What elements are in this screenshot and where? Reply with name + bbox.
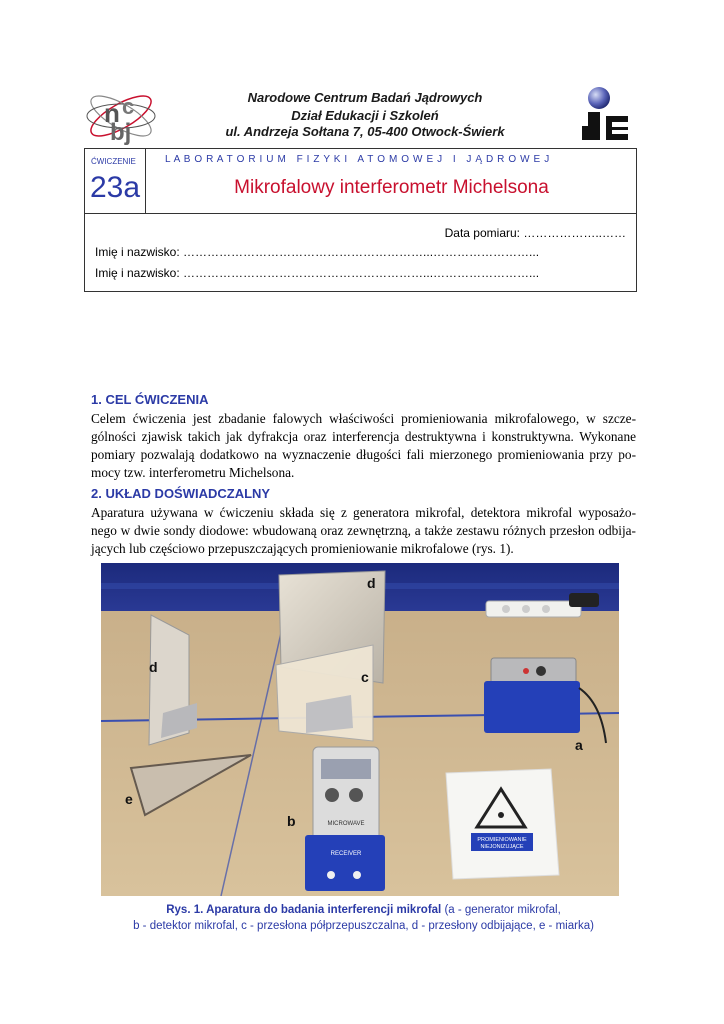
paragraph-line: gólności zjawisk takich jak dyfrakcja oraz interferencja destruktywna i konstruktywna. Wykonane [91,429,636,444]
svg-text:bj: bj [110,119,132,146]
paragraph-line: Celem ćwiczenia jest zbadanie falowych właściwości promieniowania mikrofalowego, w szcze- [91,411,636,426]
measurement-date-field[interactable]: Data pomiaru: ………………..…… [444,226,626,240]
detector-model-text: RECEIVER [330,851,362,857]
exercise-title: Mikrofalowy interferometr Michelsona [234,177,549,198]
org-name: Narodowe Centrum Badań Jądrowych [247,90,483,105]
apparatus-photo [101,563,619,896]
exercise-label: ĆWICZENIE [91,157,136,166]
section-1-heading: 1. CEL ĆWICZENIA [91,392,209,407]
label-e: e [125,791,133,807]
section-2-paragraph [91,504,636,558]
paragraph-line: jących lub częściowo przepuszczających promieniowanie mikrofalowe (rys. 1). [91,541,514,556]
section-1-paragraph [91,410,636,482]
label-d-left: d [149,659,158,675]
warning-sign-line-2: NIEJONIZUJĄCE [480,844,524,850]
exercise-form-box [84,148,637,292]
figure-caption [91,902,636,934]
paragraph-line: pomiary pozwalają dodatkowo na wyznaczenie długości fali mierzonego promieniowania przy po- [91,447,636,462]
lab-name: L A B O R A T O R I U M F I Z Y K I A T O M O W E J I J Ą D R O W E J [165,154,550,165]
student-name-field-1[interactable]: Imię i nazwisko: ……………………………………………………...……………………... [95,245,540,259]
paragraph-line: mocy tzw. interferometru Michelsona. [91,465,295,480]
exercise-number: 23a [90,171,141,204]
student-name-field-2[interactable]: Imię i nazwisko: ……………………………………………………...……………………... [95,266,540,280]
caption-legend-part1: (a - generator mikrofal, [441,904,561,916]
paragraph-line: nego w dwie sondy diodowe: wbudowaną oraz zewnętrzną, a także zestawu różnych przesłon odbija- [91,523,636,538]
label-d-right: d [367,575,376,591]
svg-text:n: n [104,98,120,128]
section-2-heading: 2. UKŁAD DOŚWIADCZALNY [91,486,271,501]
svg-text:c: c [122,94,135,119]
ncbj-logo [82,84,160,148]
label-a: a [575,737,583,753]
warning-sign-line-1: PROMIENIOWANIE [477,837,527,843]
org-department: Dział Edukacji i Szkoleń [291,108,439,123]
caption-title: Rys. 1. Aparatura do badania interferencji mikrofal [166,904,442,916]
label-b: b [287,813,296,829]
label-c: c [361,669,369,685]
caption-legend-part2: b - detektor mikrofal, c - przesłona półprzepuszczalna, d - przesłony odbijające, e - miarka) [133,920,594,932]
paragraph-line: Aparatura używana w ćwiczeniu składa się z generatora mikrofal, detektora mikrofal wyposażo- [91,505,636,520]
ie-logo [574,84,634,144]
org-address: ul. Andrzeja Sołtana 7, 05-400 Otwock-Świerk [225,124,505,139]
detector-brand-text: MICROWAVE [327,821,365,827]
